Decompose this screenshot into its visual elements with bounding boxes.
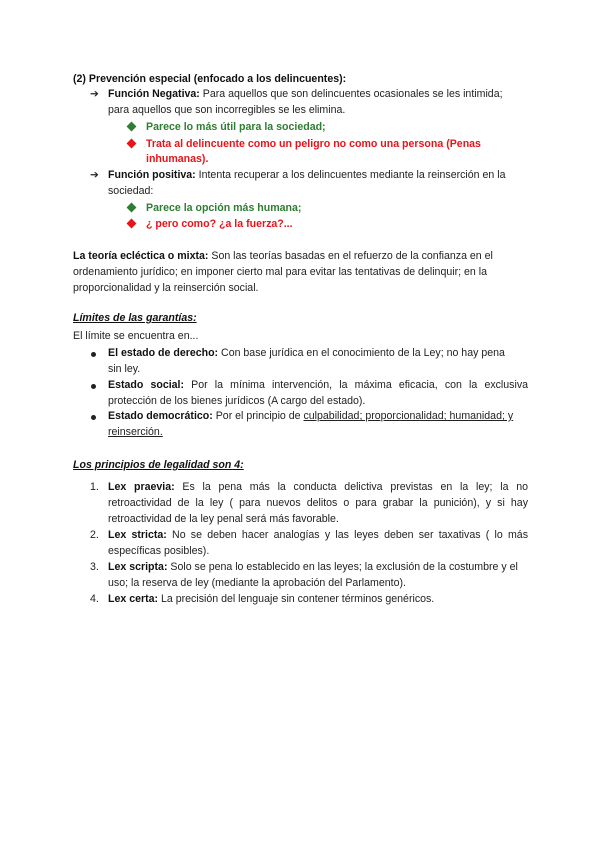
limite-text-underlined: culpabilidad; proporcionalidad; humanidad; y [303,410,514,422]
list-number: 1. [90,481,99,493]
bullet-dot [91,415,96,420]
limite-item-estado-social [108,377,528,393]
list-number: 2. [90,529,99,541]
funcion-positiva-label: Función positiva: [108,169,196,181]
positiva-bullet-1: Parece la opción más humana; [146,202,302,214]
limites-intro: El límite se encuentra en... [73,330,199,342]
funcion-positiva-text [108,167,528,183]
principio-text: No se deben hacer analogías y las leyes deben ser taxativas ( lo más [166,529,528,541]
limite-label: Estado democrático: [108,410,213,422]
limite-item-estado-democratico [108,408,533,424]
teoria-text-3: proporcionalidad y la reinserción social. [73,282,259,294]
principio-text: Solo se pena lo establecido en las leyes; la exclusión de la costumbre y el [167,561,518,573]
negativa-bullet-2-cont: inhumanas). [146,153,209,165]
principio-text: La precisión del lenguaje sin contener términos genéricos. [158,593,435,605]
funcion-negativa-line-2: para aquellos que son incorregibles se les elimina. [108,104,346,116]
principio-label: Lex scripta: [108,561,168,573]
principio-text-cont: retroactividad de la ley ( para nuevos delitos o para grabar la punición), y si hay [108,497,528,509]
red-diamond-icon [127,139,137,149]
negativa-bullet-1: Parece lo más útil para la sociedad; [146,121,326,133]
positiva-bullet-2: ¿ pero como? ¿a la fuerza?... [146,218,293,230]
arrow-icon: ➔ [90,169,99,181]
teoria-text-1: Son las teorías basadas en el refuerzo de la confianza en el [208,250,493,262]
limite-text: Por la mínima intervención, la máxima eficacia, con la exclusiva [184,379,529,391]
limite-text: Con base jurídica en el conocimiento de la Ley; no hay pena [218,347,505,359]
principio-label: Lex praevia: [108,481,175,493]
bullet-dot [91,384,96,389]
funcion-negativa-label: Función Negativa: [108,88,200,100]
section-heading-prevencion: (2) Prevención especial (enfocado a los delincuentes): [73,73,347,85]
principio-label: Lex stricta: [108,529,167,541]
list-number: 3. [90,561,99,573]
limite-text-cont: protección de los bienes jurídicos (A cargo del estado). [108,395,366,407]
limite-label: Estado social: [108,379,185,391]
funcion-negativa-text [108,86,528,102]
limite-text-cont: reinserción. [108,426,163,438]
principio-lex-praevia [108,479,528,495]
green-diamond-icon [127,122,137,132]
principio-text-cont: retroactividad de la ley penal será más favorable. [108,513,339,525]
limite-text: Por el principio de [212,410,304,422]
section-heading-limites: Límites de las garantías: [73,312,197,324]
list-number: 4. [90,593,99,605]
red-diamond-icon [127,219,137,229]
principio-lex-certa [108,591,528,607]
teoria-paragraph-line-1 [73,248,533,264]
funcion-positiva-line-1: Intenta recuperar a los delincuentes mediante la reinserción en la [195,169,506,181]
negativa-bullet-2: Trata al delincuente como un peligro no como una persona (Penas [146,138,481,150]
principio-text-cont: específicas posibles). [108,545,210,557]
funcion-positiva-line-2: sociedad: [108,185,154,197]
teoria-text-2: ordenamiento jurídico; en imponer cierto mal para evitar las tentativas de delinquir; en la [73,266,487,278]
bullet-dot [91,352,96,357]
principio-lex-scripta [108,559,533,575]
principio-label: Lex certa: [108,593,159,605]
arrow-icon: ➔ [90,88,99,100]
limite-text-cont: sin ley. [108,363,141,375]
principio-text-cont: uso; la reserva de ley (mediante la aprobación del Parlamento). [108,577,406,589]
principio-lex-stricta [108,527,528,543]
principio-text: Es la pena más la conducta delictiva previstas en la ley; la no [174,481,528,493]
limite-item-estado-derecho [108,345,528,361]
green-diamond-icon [127,203,137,213]
funcion-negativa-line-1: Para aquellos que son delincuentes ocasionales se les intimida; [199,88,503,100]
limite-label: El estado de derecho: [108,347,219,359]
teoria-label: La teoría ecléctica o mixta: [73,250,209,262]
section-heading-principios: Los principios de legalidad son 4: [73,459,244,471]
